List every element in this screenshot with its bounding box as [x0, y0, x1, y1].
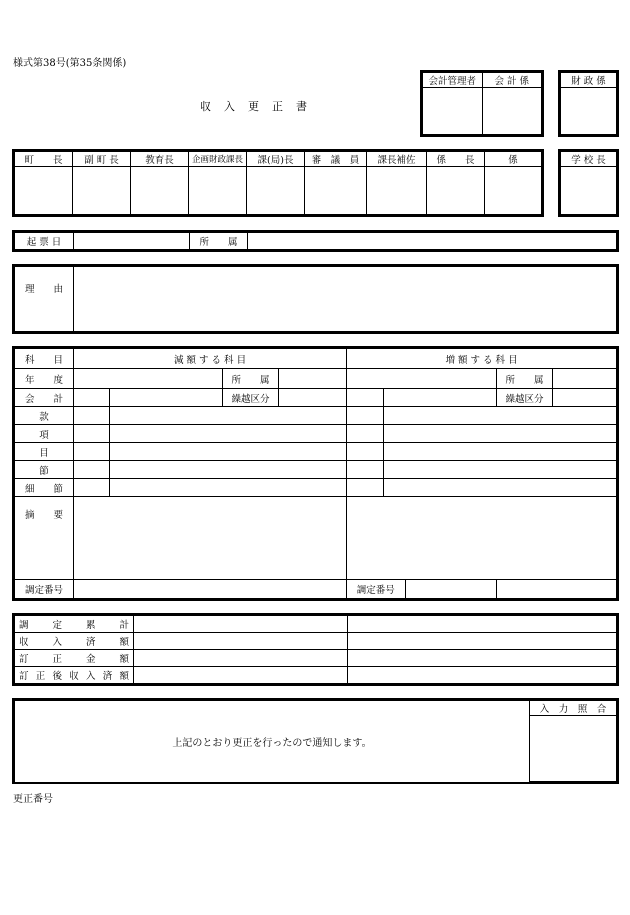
field-inc-detail-code[interactable]	[347, 479, 384, 497]
field-dec-setsu-code[interactable]	[74, 461, 110, 479]
label-input-check: 入 力 照 合	[530, 701, 617, 716]
label-account: 会 計	[15, 389, 74, 407]
stamp-cell-assistant-chief[interactable]	[367, 167, 427, 215]
label-department: 所 属	[190, 233, 248, 250]
page-title: 収 入 更 正 書	[200, 100, 308, 113]
field-inc-assessment-no[interactable]	[497, 580, 617, 599]
field-dec-detail[interactable]	[110, 479, 347, 497]
approval-box-accounting	[420, 70, 544, 137]
stamp-cell-finance-clerk[interactable]	[561, 88, 617, 135]
field-issue-date[interactable]	[74, 233, 190, 250]
header-superintendent: 教育長	[131, 152, 189, 167]
header-accounting-manager: 会計管理者	[423, 73, 483, 88]
field-dec-assessment-no[interactable]	[74, 580, 347, 599]
inc-assessment-cell	[347, 580, 497, 599]
field-inc-kou[interactable]	[384, 425, 617, 443]
stamp-cell-clerk[interactable]	[485, 167, 542, 215]
label-fiscal-year: 年 度	[15, 369, 74, 389]
correction-number-label: 更正番号	[13, 794, 53, 805]
field-inc-setsu-code[interactable]	[347, 461, 384, 479]
field-dec-kan-code[interactable]	[74, 407, 110, 425]
field-dec-kou-code[interactable]	[74, 425, 110, 443]
field-dec-moku[interactable]	[110, 443, 347, 461]
approval-row	[12, 149, 544, 217]
header-section-chief: 課(局)長	[247, 152, 305, 167]
field-dec-moku-code[interactable]	[74, 443, 110, 461]
header-subsection-chief: 係 長	[427, 152, 485, 167]
field-inc-setsu[interactable]	[384, 461, 617, 479]
header-planning-finance-chief: 企画財政課長	[189, 152, 247, 167]
subject-table	[12, 346, 619, 601]
field-reason[interactable]	[74, 267, 617, 332]
label-dec-carryover: 繰越区分	[223, 389, 279, 407]
stamp-cell-deputy-mayor[interactable]	[73, 167, 131, 215]
stamp-cell-section-chief[interactable]	[247, 167, 305, 215]
stamp-cell-accounting-clerk[interactable]	[482, 88, 542, 135]
field-dec-account[interactable]	[110, 389, 223, 407]
field-inc-kan[interactable]	[384, 407, 617, 425]
header-mayor: 町 長	[15, 152, 73, 167]
field-inc-kou-code[interactable]	[347, 425, 384, 443]
field-dec-setsu[interactable]	[110, 461, 347, 479]
field-inc-dept[interactable]	[553, 369, 617, 389]
field-dec-assessed-total[interactable]	[134, 616, 348, 633]
field-dec-corrected-received-amount[interactable]	[134, 667, 348, 684]
field-dec-kan[interactable]	[110, 407, 347, 425]
header-councilor: 審 議 員	[305, 152, 367, 167]
header-principal: 学 校 長	[561, 152, 617, 167]
header-decrease: 減 額 す る 科 目	[74, 349, 347, 369]
field-inc-account-code[interactable]	[347, 389, 384, 407]
field-inc-kan-code[interactable]	[347, 407, 384, 425]
approval-box-principal	[558, 149, 619, 217]
approval-box-finance	[558, 70, 619, 137]
label-inc-dept: 所 属	[497, 369, 553, 389]
field-department[interactable]	[248, 233, 617, 250]
stamp-cell-subsection-chief[interactable]	[427, 167, 485, 215]
notice-message: 上記のとおり更正を行ったので通知します。	[15, 701, 530, 782]
totals-table	[12, 613, 619, 686]
notice-box	[12, 698, 619, 784]
label-dec-dept: 所 属	[223, 369, 279, 389]
label-setsu: 節	[15, 461, 74, 479]
label-corrected-received-amount: 訂正後収入済額	[15, 667, 134, 684]
label-inc-carryover: 繰越区分	[497, 389, 553, 407]
label-reason: 理 由	[15, 267, 74, 332]
label-correction-amount: 訂 正 金 額	[15, 650, 134, 667]
header-finance-clerk: 財 政 係	[561, 73, 617, 88]
form-number-label: 様式第38号(第35条関係)	[13, 58, 127, 69]
field-inc-corrected-received-amount[interactable]	[348, 667, 617, 684]
field-dec-summary[interactable]	[74, 497, 347, 580]
label-kou: 項	[15, 425, 74, 443]
field-dec-received-amount[interactable]	[134, 633, 348, 650]
date-dept-row	[12, 230, 619, 252]
stamp-cell-mayor[interactable]	[15, 167, 73, 215]
stamp-cell-councilor[interactable]	[305, 167, 367, 215]
label-summary: 摘 要	[15, 497, 74, 580]
label-assessed-total: 調 定 累 計	[15, 616, 134, 633]
header-assistant-chief: 課長補佐	[367, 152, 427, 167]
label-issue-date: 起 票 日	[15, 233, 74, 250]
label-detail: 細 節	[15, 479, 74, 497]
label-subject: 科 目	[15, 349, 74, 369]
reason-box	[12, 264, 619, 334]
field-dec-correction-amount[interactable]	[134, 650, 348, 667]
field-inc-account[interactable]	[384, 389, 497, 407]
field-inc-moku-code[interactable]	[347, 443, 384, 461]
header-deputy-mayor: 副 町 長	[73, 152, 131, 167]
header-clerk: 係	[485, 152, 542, 167]
field-dec-carryover[interactable]	[279, 389, 347, 407]
field-dec-kou[interactable]	[110, 425, 347, 443]
field-dec-fiscal-year[interactable]	[74, 369, 223, 389]
field-inc-correction-amount[interactable]	[348, 650, 617, 667]
label-dec-assessment-no: 調定番号	[15, 580, 74, 599]
stamp-cell-accounting-manager[interactable]	[423, 88, 483, 135]
field-input-check[interactable]	[530, 716, 617, 782]
field-inc-summary[interactable]	[347, 497, 617, 580]
label-kan: 款	[15, 407, 74, 425]
field-inc-received-amount[interactable]	[348, 633, 617, 650]
header-increase: 増 額 す る 科 目	[347, 349, 617, 369]
field-dec-account-code[interactable]	[74, 389, 110, 407]
field-inc-moku[interactable]	[384, 443, 617, 461]
label-moku: 目	[15, 443, 74, 461]
field-dec-dept[interactable]	[279, 369, 347, 389]
field-inc-assessed-total[interactable]	[348, 616, 617, 633]
stamp-cell-principal[interactable]	[561, 167, 617, 215]
stamp-cell-planning-finance-chief[interactable]	[189, 167, 247, 215]
field-inc-fiscal-year[interactable]	[347, 369, 497, 389]
field-inc-carryover[interactable]	[553, 389, 617, 407]
label-received-amount: 収 入 済 額	[15, 633, 134, 650]
header-accounting-clerk: 会 計 係	[482, 73, 542, 88]
field-dec-detail-code[interactable]	[74, 479, 110, 497]
label-inc-assessment-no: 調定番号	[347, 580, 405, 598]
field-inc-detail[interactable]	[384, 479, 617, 497]
field-inc-assessment-no-a[interactable]	[405, 580, 496, 598]
stamp-cell-superintendent[interactable]	[131, 167, 189, 215]
